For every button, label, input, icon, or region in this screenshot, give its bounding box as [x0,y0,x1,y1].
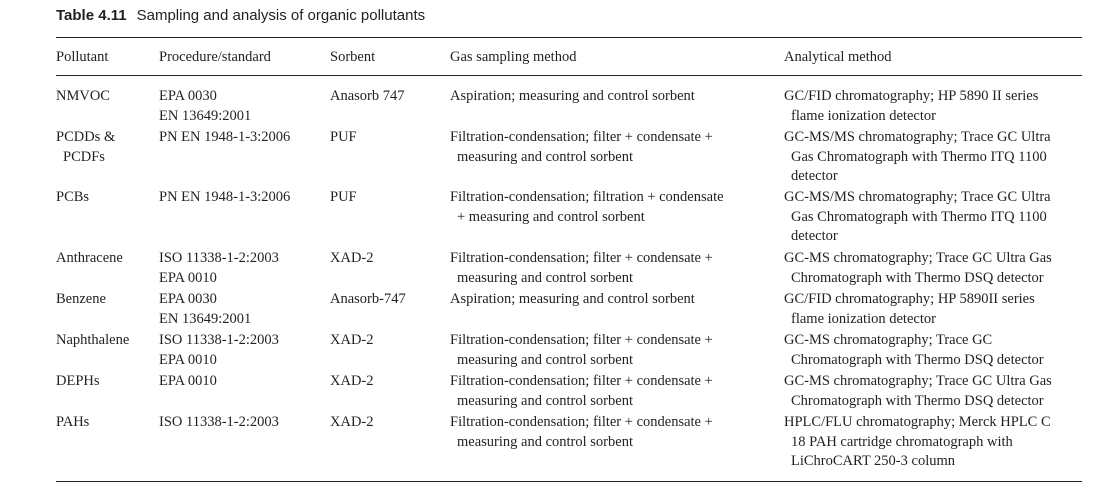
cell-pollutant [56,413,89,433]
cell-line: Filtration-condensation; filter + condensate + [450,129,713,145]
cell-line: HPLC/FLU chromatography; Merck HPLC C [784,414,1051,430]
cell-procedure [159,128,290,148]
cell-line: measuring and control sorbent [457,148,633,165]
cell-procedure [159,290,251,329]
cell-sorbent [330,87,405,107]
cell-gas [450,413,713,452]
cell-analytical [784,87,1038,126]
top-rule [56,37,1082,38]
cell-gas [450,331,713,370]
cell-line: DEPHs [56,373,100,389]
cell-procedure [159,188,290,208]
cell-line: flame ionization detector [791,310,936,327]
cell-procedure [159,87,251,126]
cell-line: GC-MS chromatography; Trace GC Ultra Gas [784,373,1052,389]
cell-pollutant [56,249,123,269]
cell-line: ISO 11338-1-2:2003 [159,250,279,266]
cell-line: Filtration-condensation; filtration + condensate [450,189,724,205]
cell-line: ISO 11338-1-2:2003 [159,414,279,430]
bottom-rule [56,481,1082,482]
cell-analytical [784,290,1035,329]
cell-line: EPA 0030 [159,88,217,104]
cell-gas [450,372,713,411]
cell-pollutant [56,331,129,351]
cell-sorbent [330,188,357,208]
cell-line: Filtration-condensation; filter + condensate + [450,373,713,389]
cell-line: detector [791,168,838,184]
cell-line: + measuring and control sorbent [457,208,645,225]
cell-line: GC-MS/MS chromatography; Trace GC Ultra [784,189,1051,205]
cell-pollutant [56,87,110,107]
cell-sorbent [330,331,374,351]
cell-line: GC-MS chromatography; Trace GC [784,332,993,348]
cell-line: Aspiration; measuring and control sorbent [450,88,695,104]
cell-line: PUF [330,129,357,145]
header-sorbent: Sorbent [330,49,376,65]
cell-line: GC/FID chromatography; HP 5890II series [784,291,1035,307]
cell-line: measuring and control sorbent [457,433,633,450]
cell-line: Anasorb-747 [330,291,406,307]
cell-line: XAD-2 [330,250,374,266]
cell-line: PN EN 1948-1-3:2006 [159,129,291,145]
cell-analytical [784,413,1051,472]
header-procedure: Procedure/standard [159,49,271,65]
cell-line: PCBs [56,189,90,205]
cell-line: NMVOC [56,88,110,104]
cell-gas [450,87,695,107]
cell-line: Filtration-condensation; filter + condensate + [450,332,713,348]
cell-line: Naphthalene [56,332,130,348]
cell-line: measuring and control sorbent [457,351,633,368]
cell-sorbent [330,413,374,433]
cell-line: EN 13649:2001 [159,107,252,124]
cell-line: Anasorb 747 [330,88,405,104]
cell-line: XAD-2 [330,414,374,430]
cell-line: Benzene [56,291,106,307]
cell-line: Gas Chromatograph with Thermo ITQ 1100 [791,208,1047,225]
cell-line: flame ionization detector [791,107,936,124]
cell-analytical [784,372,1052,411]
cell-gas [450,128,713,167]
cell-pollutant [56,128,115,167]
cell-line: PAHs [56,414,90,430]
cell-analytical [784,128,1051,187]
cell-line: XAD-2 [330,373,374,389]
cell-line: EPA 0010 [159,351,217,368]
cell-gas [450,249,713,288]
cell-line: EPA 0030 [159,291,217,307]
cell-pollutant [56,188,89,208]
cell-line: PUF [330,189,357,205]
cell-analytical [784,249,1052,288]
cell-line: Filtration-condensation; filter + condensate + [450,250,713,266]
cell-line: PN EN 1948-1-3:2006 [159,189,291,205]
cell-pollutant [56,290,106,310]
header-rule [56,75,1082,76]
cell-gas [450,290,695,310]
cell-line: Chromatograph with Thermo DSQ detector [791,392,1044,409]
cell-gas [450,188,724,227]
cell-procedure [159,331,279,370]
cell-line: XAD-2 [330,332,374,348]
cell-procedure [159,249,279,288]
cell-line: PCDFs [63,148,105,165]
table-number: Table 4.11 [56,7,127,24]
cell-line: EPA 0010 [159,373,217,389]
cell-sorbent [330,128,357,148]
cell-analytical [784,188,1051,247]
cell-line: Chromatograph with Thermo DSQ detector [791,269,1044,286]
cell-sorbent [330,249,374,269]
cell-pollutant [56,372,100,392]
cell-line: Anthracene [56,250,123,266]
cell-line: EN 13649:2001 [159,310,252,327]
header-gas-sampling: Gas sampling method [450,49,577,65]
table-title: Sampling and analysis of organic pollutants [136,7,426,24]
cell-line: detector [791,228,838,244]
cell-line: GC-MS chromatography; Trace GC Ultra Gas [784,250,1052,266]
header-analytical: Analytical method [784,49,892,65]
cell-line: EPA 0010 [159,269,217,286]
cell-analytical [784,331,1044,370]
cell-procedure [159,413,279,433]
cell-line: Gas Chromatograph with Thermo ITQ 1100 [791,148,1047,165]
cell-line: Chromatograph with Thermo DSQ detector [791,351,1044,368]
header-pollutant: Pollutant [56,49,109,65]
cell-line: measuring and control sorbent [457,269,633,286]
cell-sorbent [330,290,406,310]
cell-line: PCDDs & [56,129,116,145]
cell-line: Filtration-condensation; filter + condensate + [450,414,713,430]
cell-line: ISO 11338-1-2:2003 [159,332,279,348]
cell-line: measuring and control sorbent [457,392,633,409]
cell-line: LiChroCART 250-3 column [791,453,955,469]
cell-procedure [159,372,217,392]
cell-sorbent [330,372,374,392]
cell-line: GC/FID chromatography; HP 5890 II series [784,88,1039,104]
table-caption [56,7,425,24]
cell-line: GC-MS/MS chromatography; Trace GC Ultra [784,129,1051,145]
cell-line: Aspiration; measuring and control sorbent [450,291,695,307]
cell-line: 18 PAH cartridge chromatograph with [791,433,1013,450]
